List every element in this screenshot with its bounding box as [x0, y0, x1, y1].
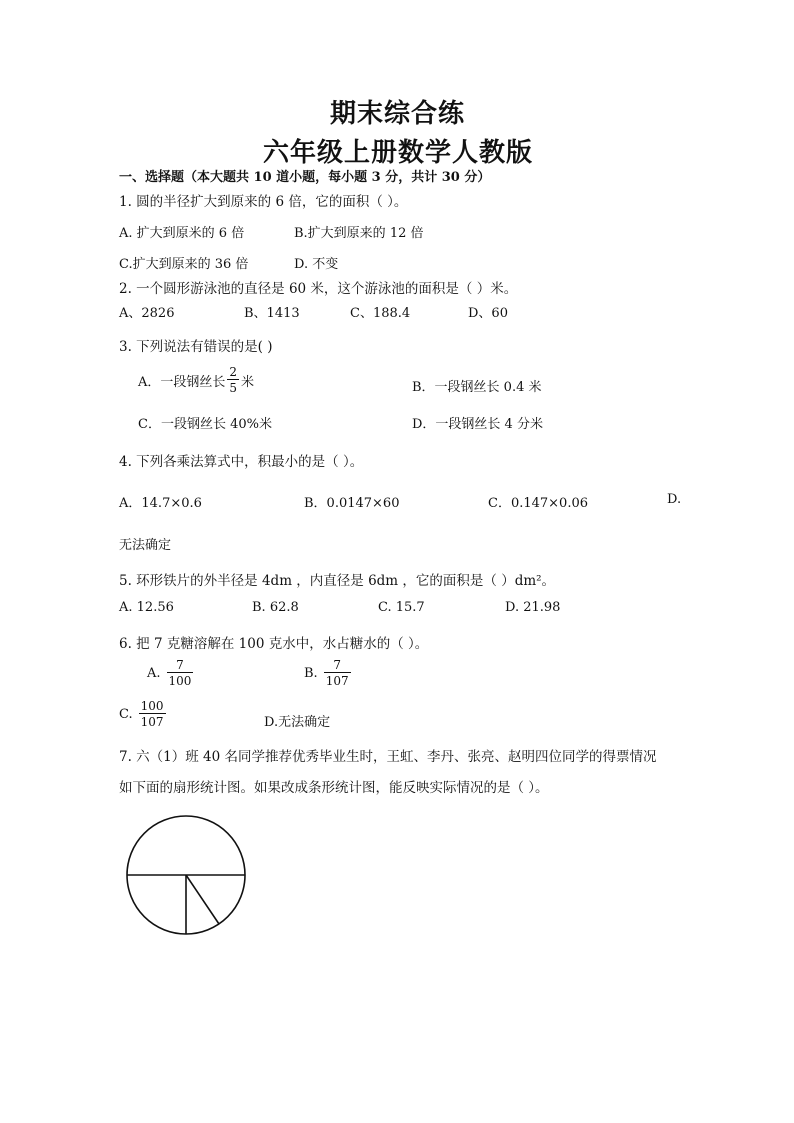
fraction-denominator: 107 — [325, 674, 349, 688]
q3-option-c: C．一段钢丝长 40%米 — [138, 417, 272, 432]
q5-option-c: C. 15.7 — [378, 600, 425, 615]
q2-option-c: C、188.4 — [350, 306, 411, 321]
q6-option-d: D.无法确定 — [264, 715, 331, 730]
q3-option-a-prefix: A．一段钢丝长 — [138, 374, 226, 390]
q6-option-c — [119, 700, 166, 728]
q3-option-d: D．一段钢丝长 4 分米 — [412, 417, 543, 432]
q3-option-a — [138, 366, 254, 394]
q5-option-b: B. 62.8 — [252, 600, 299, 615]
q4-option-c: C．0.147×0.06 — [488, 496, 589, 511]
question-7-line1: 7. 六（1）班 40 名同学推荐优秀毕业生时，王虹、李丹、张亮、赵明四位同学的得票情况 — [119, 749, 657, 765]
question-2: 2. 一个圆形游泳池的直径是 60 米，这个游泳池的面积是（ ）米。 — [119, 281, 518, 297]
q2-option-a: A、2826 — [119, 306, 175, 321]
question-5: 5. 环形铁片的外半径是 4dm ，内直径是 6dm ，它的面积是（ ）dm²。 — [119, 573, 556, 589]
pie-divider-diagonal — [186, 875, 219, 924]
section-heading: 一、选择题（本大题共 10 道小题，每小题 3 分，共计 30 分） — [119, 170, 491, 185]
q3-option-a-fraction — [227, 366, 239, 394]
q3-option-a-unit: 米 — [241, 374, 255, 390]
pie-chart — [120, 814, 252, 938]
q1-option-d: D. 不变 — [294, 257, 339, 272]
page-title-line2: 六年级上册数学人教版 — [263, 138, 534, 168]
q6-option-c-fraction — [139, 700, 166, 728]
page-title-line1: 期末综合练 — [330, 99, 466, 129]
fraction-denominator: 107 — [140, 715, 164, 729]
q4-option-a: A．14.7×0.6 — [119, 496, 202, 511]
q3-option-b: B．一段钢丝长 0.4 米 — [412, 380, 542, 395]
question-4: 4. 下列各乘法算式中，积最小的是（ ）。 — [119, 454, 364, 470]
q5-option-a: A. 12.56 — [119, 600, 174, 615]
fraction-denominator: 5 — [229, 381, 238, 395]
q5-option-d: D. 21.98 — [505, 600, 561, 615]
q2-option-b: B、1413 — [244, 306, 300, 321]
fraction-numerator: 2 — [229, 365, 238, 379]
q4-option-d: D. — [667, 492, 682, 507]
q4-option-b: B．0.0147×60 — [304, 496, 400, 511]
question-7-line2: 如下面的扇形统计图。如果改成条形统计图，能反映实际情况的是（ ）。 — [119, 780, 549, 796]
q6-option-a — [147, 659, 193, 687]
q6-option-b-label: B. — [304, 665, 318, 681]
q2-option-d: D、60 — [468, 306, 508, 321]
q1-option-b: B.扩大到原来的 12 倍 — [294, 226, 424, 241]
q1-option-c: C.扩大到原来的 36 倍 — [119, 257, 249, 272]
q6-option-a-fraction — [167, 659, 194, 687]
fraction-numerator: 7 — [176, 658, 184, 672]
q4-option-d-continued: 无法确定 — [119, 538, 172, 553]
q1-option-a: A. 扩大到原米的 6 倍 — [119, 226, 245, 241]
q6-option-b — [304, 659, 351, 687]
q6-option-c-label: C. — [119, 706, 133, 722]
question-1: 1. 圆的半径扩大到原来的 6 倍，它的面积（ ）。 — [119, 194, 408, 210]
fraction-numerator: 100 — [140, 699, 164, 713]
fraction-denominator: 100 — [168, 674, 192, 688]
q6-option-b-fraction — [324, 659, 351, 687]
fraction-numerator: 7 — [333, 658, 341, 672]
question-3: 3. 下列说法有错误的是( ) — [119, 339, 273, 355]
question-6: 6. 把 7 克糖溶解在 100 克水中，水占糖水的（ ）。 — [119, 636, 429, 652]
q6-option-a-label: A. — [147, 665, 161, 681]
